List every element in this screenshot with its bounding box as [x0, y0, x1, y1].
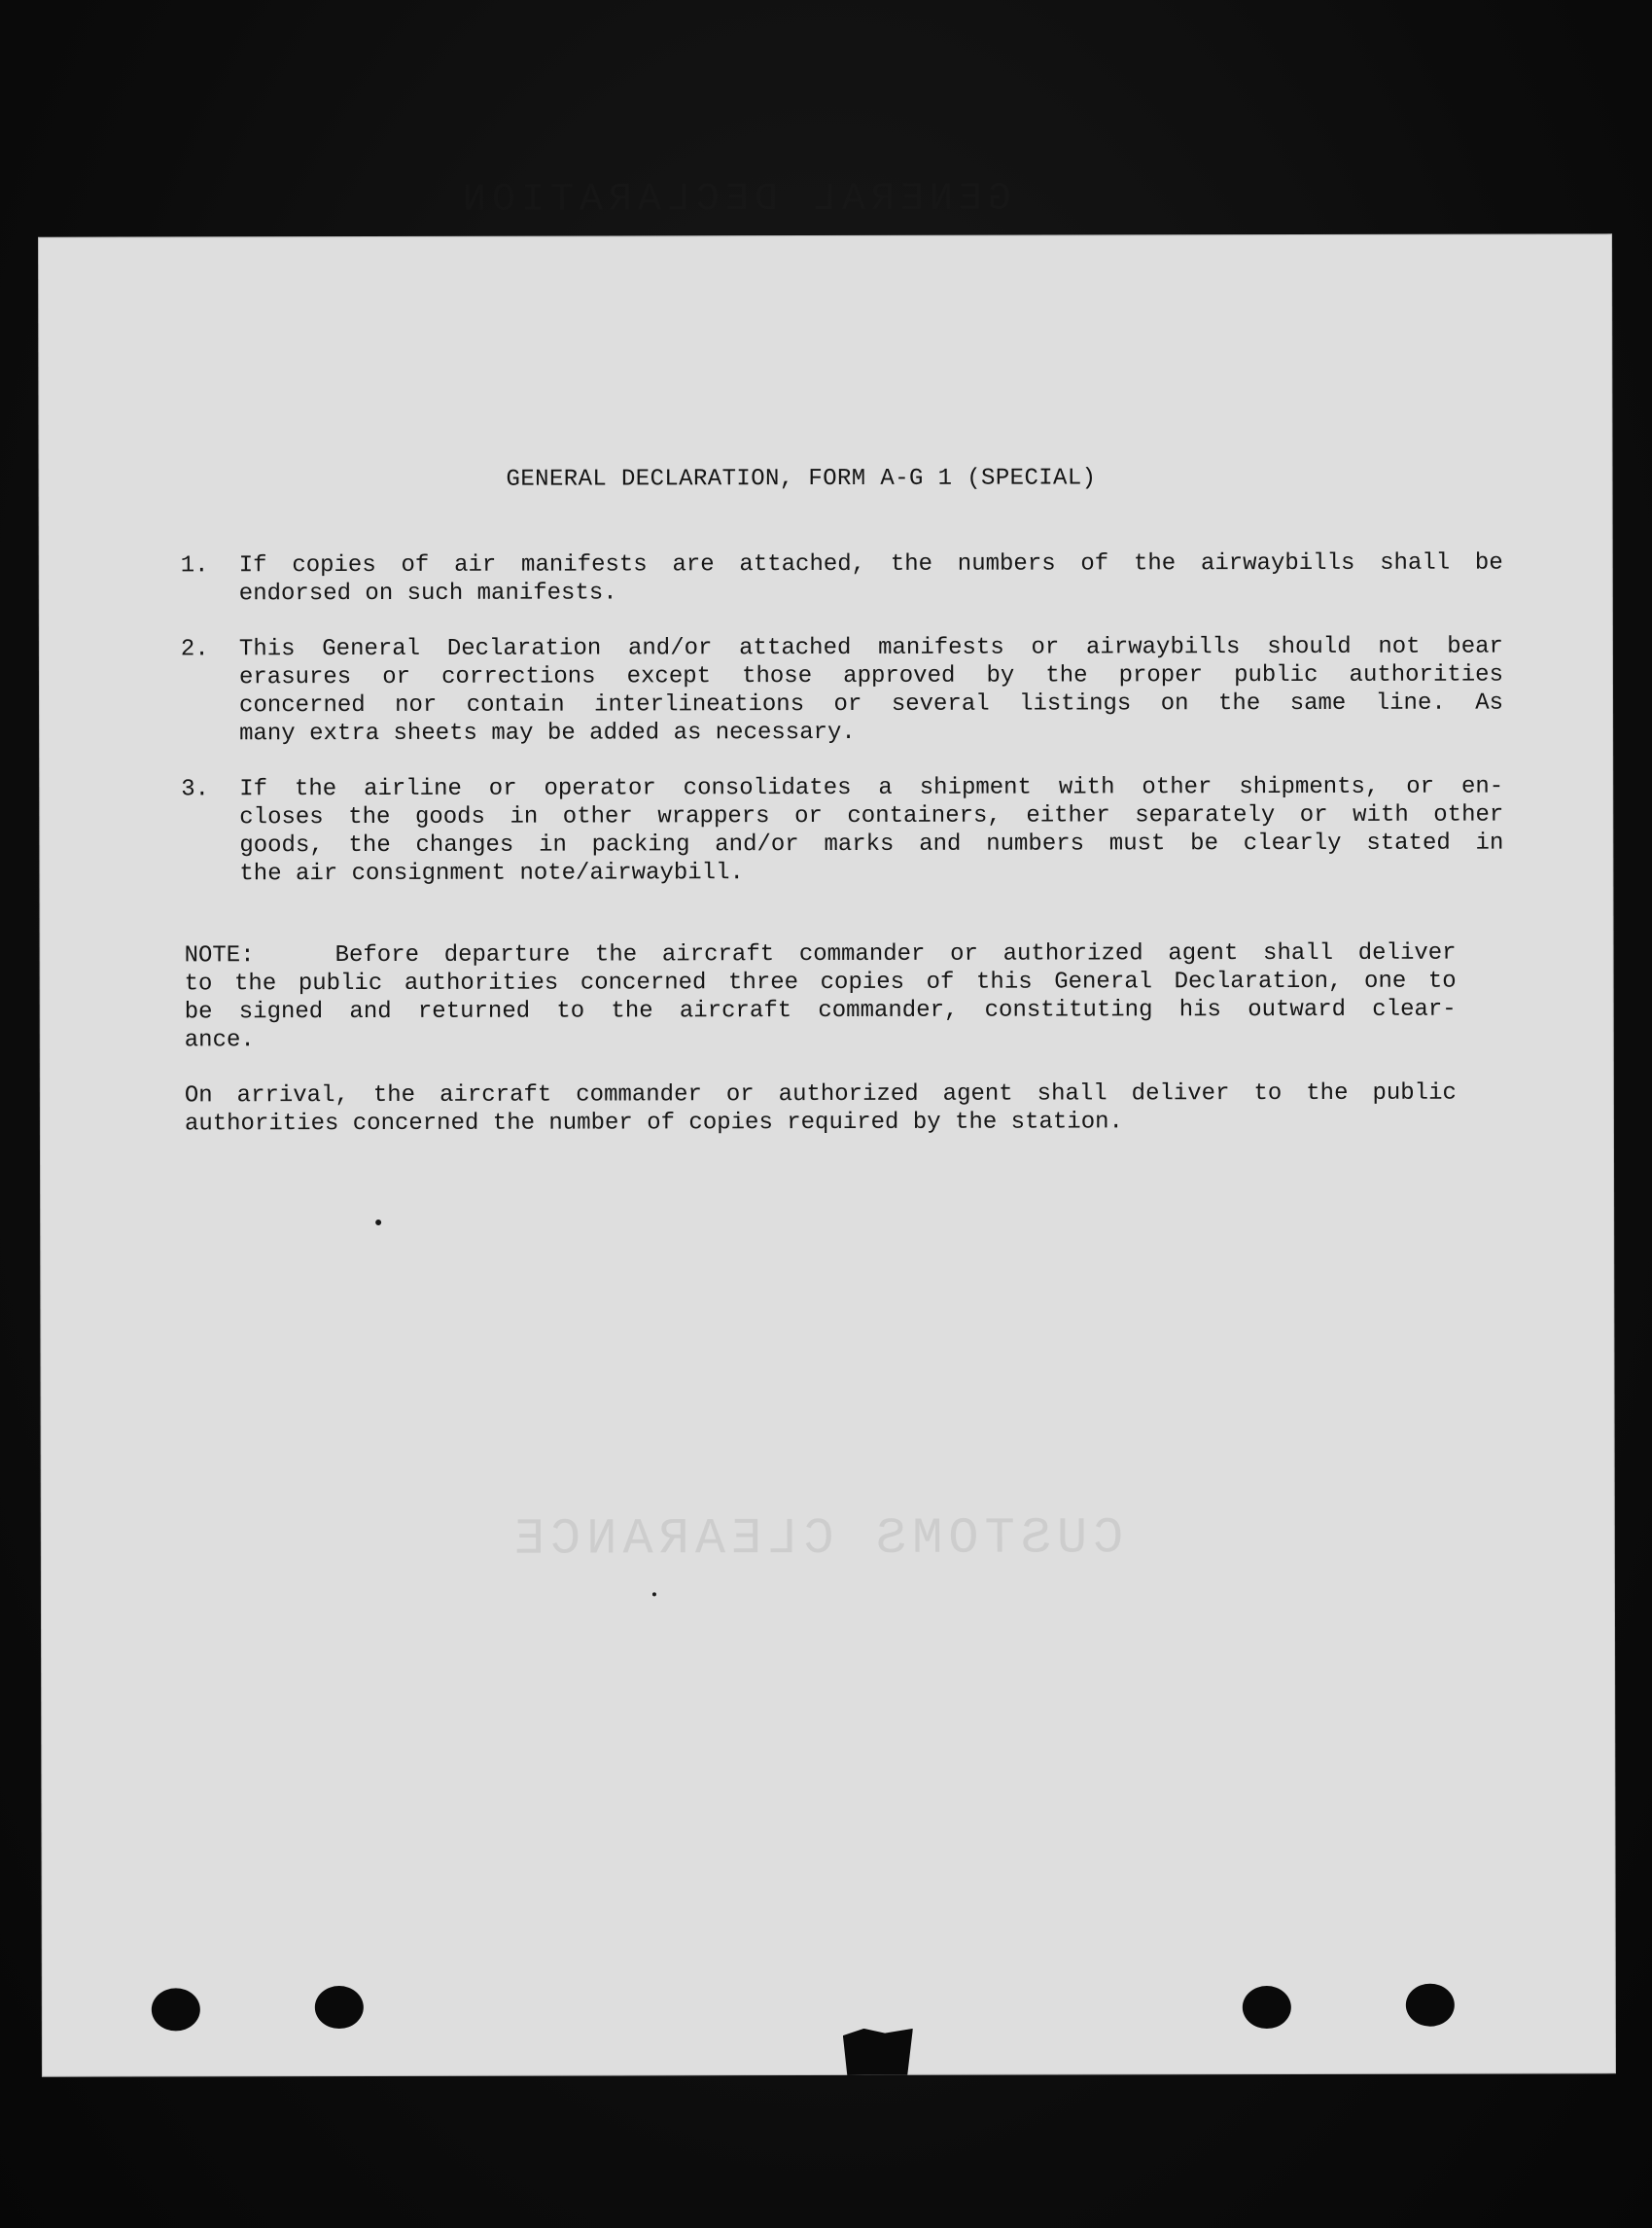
punch-hole-right-1: [1243, 1986, 1291, 2029]
ink-speck: [652, 1592, 656, 1596]
bleed-through-text: CUSTOMS CLEARANCE: [508, 1509, 1124, 1569]
binding-notch: [843, 2029, 913, 2075]
list-item: [181, 773, 1503, 893]
note-first-line: Before departure the aircraft commander or authorized agent shall deliver: [334, 939, 1457, 970]
note-label: NOTE:: [184, 942, 255, 970]
text-line: concerned nor contain interlineations or several listings on the same line. As: [239, 690, 1504, 720]
page-title: GENERAL DECLARATION, FORM A-G 1 (SPECIAL): [506, 465, 1097, 493]
text-line: This General Declaration and/or attached manifests or airwaybills should not bear: [238, 633, 1503, 663]
list-item: [181, 633, 1503, 753]
punch-hole-left-1: [152, 1988, 200, 2031]
arrival-paragraph: [185, 1079, 1457, 1139]
text-line: be signed and returned to the aircraft commander, constituting his outward clear-: [184, 996, 1457, 1026]
text-line: If the airline or operator consolidates a shipment with other shipments, or en-: [239, 773, 1504, 803]
list-item-text: [239, 549, 1503, 609]
text-line: authorities concerned the number of copies required by the station.: [184, 1109, 1123, 1138]
text-line: If copies of air manifests are attached, the numbers of the airwaybills shall be: [238, 549, 1503, 580]
document-page: [39, 177, 1615, 2075]
ink-speck: [375, 1220, 381, 1225]
note-paragraph: [185, 939, 1457, 1055]
text-line: to the public authorities concerned three copies of this General Declaration, one to: [184, 968, 1457, 998]
list-item-text: [239, 773, 1503, 889]
text-line: many extra sheets may be added as necessary.: [239, 719, 856, 748]
list-item-text: [239, 633, 1503, 749]
text-line: the air consignment note/airwaybill.: [239, 860, 744, 888]
text-line: closes the goods in other wrappers or containers, either separately or with other: [239, 801, 1504, 831]
text-line: goods, the changes in packing and/or marks and numbers must be clearly stated in: [239, 830, 1504, 860]
bleed-through-text: GENERAL DECLARATION: [456, 177, 1012, 223]
punch-hole-left-2: [315, 1986, 364, 2029]
text-line: endorsed on such manifests.: [238, 580, 617, 608]
list-item: [181, 549, 1503, 611]
list-item-number: 3.: [181, 776, 210, 803]
list-item-number: 2.: [180, 636, 209, 663]
punch-hole-right-2: [1406, 1984, 1455, 2027]
text-line: ance.: [184, 1027, 255, 1054]
text-line: On arrival, the aircraft commander or authorized agent shall deliver to the public: [184, 1079, 1457, 1110]
text-line: erasures or corrections except those approved by the proper public authorities: [238, 661, 1503, 691]
list-item-number: 1.: [180, 552, 209, 580]
text-line: [185, 939, 1457, 971]
